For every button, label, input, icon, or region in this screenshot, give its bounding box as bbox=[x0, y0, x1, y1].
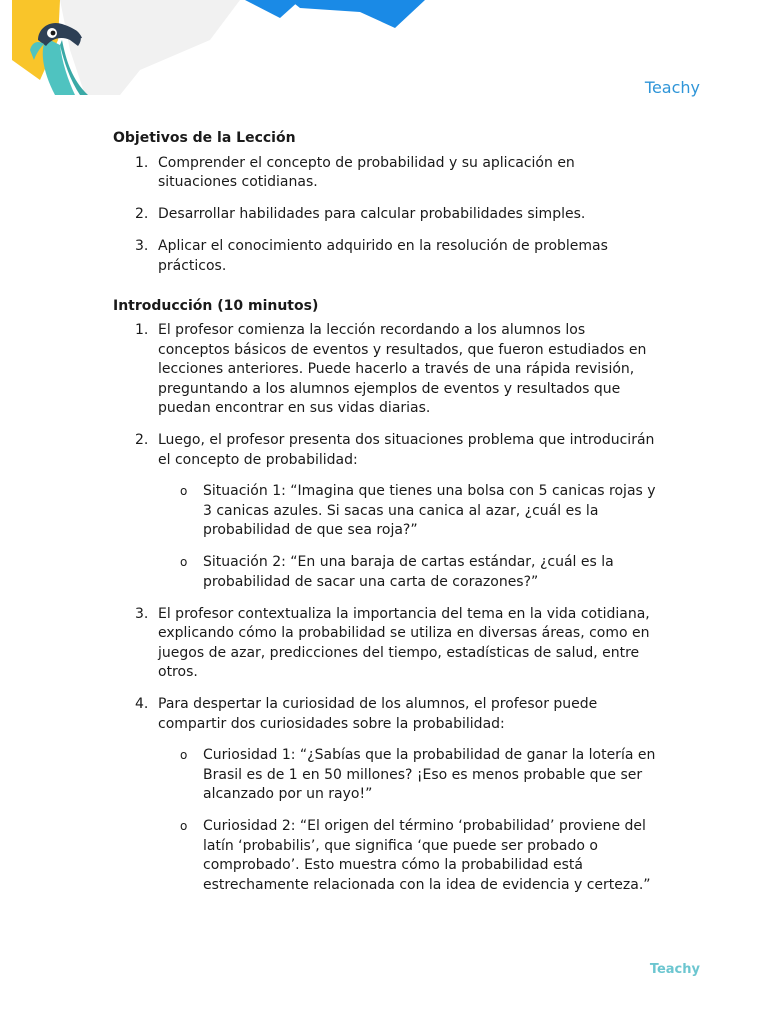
section-title-introduction: Introducción (10 minutos) bbox=[113, 297, 319, 314]
item-number: 3. bbox=[135, 605, 149, 622]
bullet-icon: o bbox=[180, 484, 188, 498]
gray-shape bbox=[60, 0, 240, 95]
objectives-list bbox=[113, 154, 658, 277]
blue-shape bbox=[245, 0, 300, 18]
list-item bbox=[113, 237, 658, 276]
item-number: 4. bbox=[135, 696, 149, 712]
blue-shape-2 bbox=[290, 0, 425, 28]
item-number: 2. bbox=[135, 206, 149, 222]
list-item bbox=[113, 605, 658, 683]
sub-item-text: Curiosidad 1: “¿Sabías que la probabilidad de ganar la lotería en Brasil es de 1 en 50 millones? ¡Eso es menos probable que ser alcanzado por un rayo!” bbox=[203, 747, 656, 802]
bullet-icon: o bbox=[180, 555, 188, 569]
sub-item-text: Situación 1: “Imagina que tienes una bolsa con 5 canicas rojas y 3 canicas azules. Si sacas una canica al azar, ¿cuál es la probabilidad de que sea roja?” bbox=[203, 483, 656, 538]
item-text: Aplicar el conocimiento adquirido en la resolución de problemas prácticos. bbox=[158, 238, 608, 274]
sub-list-item bbox=[158, 817, 658, 895]
item-number: 1. bbox=[135, 154, 149, 171]
sub-list-item bbox=[158, 553, 658, 592]
sub-item-text: Situación 2: “En una baraja de cartas estándar, ¿cuál es la probabilidad de sacar una carta de corazones?” bbox=[203, 554, 614, 590]
lesson-content bbox=[113, 129, 658, 908]
list-item bbox=[113, 431, 658, 592]
situations-list bbox=[158, 482, 658, 592]
item-text: Desarrollar habilidades para calcular probabilidades simples. bbox=[158, 206, 586, 222]
item-number: 2. bbox=[135, 432, 149, 448]
list-item bbox=[113, 695, 658, 895]
item-text: Luego, el profesor presenta dos situaciones problema que introducirán el concepto de probabilidad: bbox=[158, 432, 655, 468]
section-title-objectives: Objetivos de la Lección bbox=[113, 130, 296, 146]
item-text: El profesor contextualiza la importancia del tema en la vida cotidiana, explicando cómo la probabilidad se utiliza en diversas áreas, como en juegos de azar, predicciones del tiempo, estadísticas de salud, entre otros. bbox=[158, 605, 650, 680]
item-text: Comprender el concepto de probabilidad y su aplicación en situaciones cotidianas. bbox=[158, 154, 575, 190]
item-number: 1. bbox=[135, 322, 149, 338]
footer-brand-text: Teachy bbox=[649, 962, 700, 977]
list-item bbox=[113, 154, 658, 193]
list-item bbox=[113, 205, 658, 225]
item-number: 3. bbox=[135, 238, 149, 254]
item-text: Para despertar la curiosidad de los alumnos, el profesor puede compartir dos curiosidades sobre la probabilidad: bbox=[158, 696, 598, 732]
sub-list-item bbox=[158, 746, 658, 805]
sub-list-item bbox=[158, 482, 658, 541]
item-text: El profesor comienza la lección recordando a los alumnos los conceptos básicos de eventos y resultados, que fueron estudiados en lecciones anteriores. Puede hacerlo a través de una rápida revisión, preguntando a los alumnos ejemplos de eventos y resultados que puedan encontrar en sus vidas diarias. bbox=[158, 322, 647, 416]
bullet-icon: o bbox=[180, 748, 188, 762]
sub-item-text: Curiosidad 2: “El origen del término ‘probabilidad’ proviene del latín ‘probabilis’, que significa ‘que puede ser probado o comprobado’. Esto muestra cómo la probabilidad está estrechamente relacionada con la idea de evidencia y certeza.” bbox=[203, 818, 651, 893]
list-item bbox=[113, 321, 658, 419]
curiosities-list bbox=[158, 746, 658, 895]
brand-logo-text: Teachy bbox=[644, 78, 700, 97]
introduction-list bbox=[113, 321, 658, 895]
bullet-icon: o bbox=[180, 819, 188, 833]
